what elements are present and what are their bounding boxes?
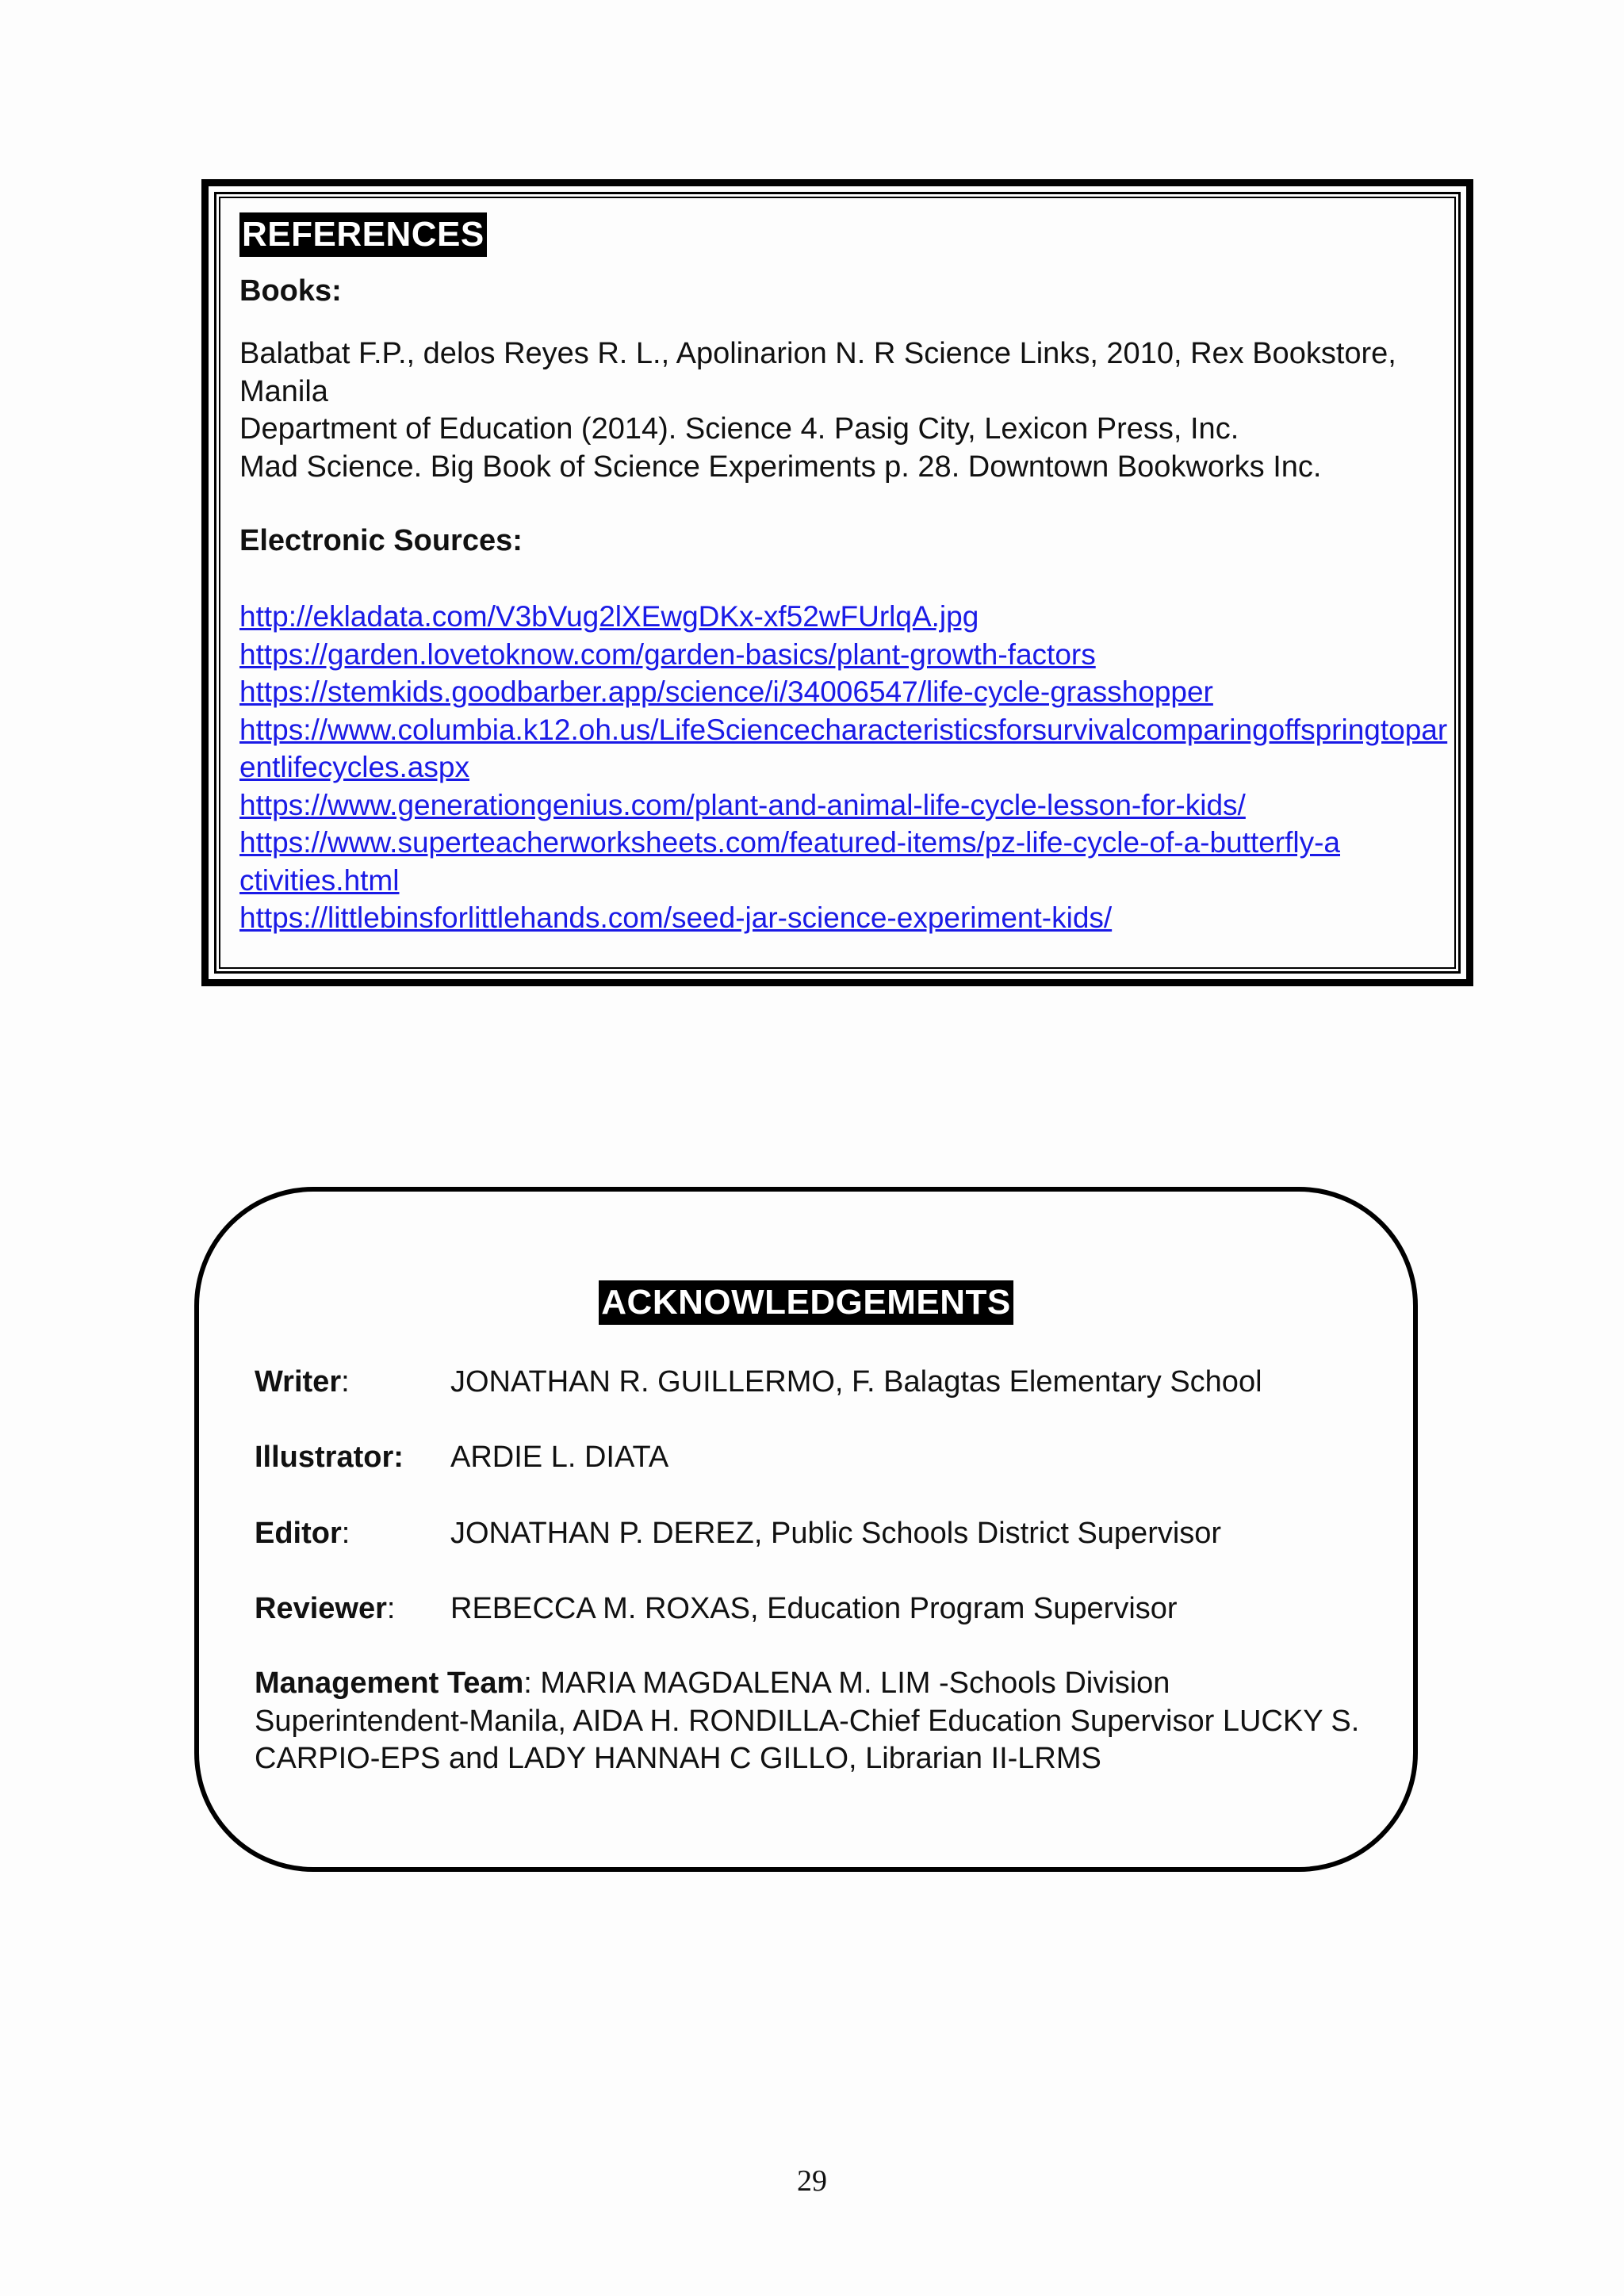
management-team: Management Team: MARIA MAGDALENA M. LIM -Schools Division Superintendent-Manila, AIDA H. RONDILLA-Chief Education Supervisor LUCKY S. CARPIO-EPS and LADY HANNAH C GILLO, Librarian II-LRMS [255, 1667, 1360, 1775]
illustrator-label: Illustrator: [255, 1441, 404, 1474]
reviewer-row [255, 1590, 1178, 1628]
editor-label: Editor [255, 1517, 342, 1550]
book-reference: Department of Education (2014). Science 4. Pasig City, Lexicon Press, Inc. [239, 412, 1239, 446]
writer-label-wrap: Writer: [255, 1365, 350, 1399]
acknowledgements-title-wrap [199, 1280, 1413, 1325]
editor-row [255, 1515, 1221, 1552]
books-heading: Books: [239, 274, 342, 308]
page-number: 29 [797, 2164, 827, 2198]
source-link[interactable]: https://littlebinsforlittlehands.com/seed-jar-science-experiment-kids/ [239, 901, 1113, 934]
reviewer-value: REBECCA M. ROXAS, Education Program Supervisor [450, 1592, 1178, 1625]
management-value: MARIA MAGDALENA M. LIM -Schools Division Superintendent-Manila, AIDA H. RONDILLA-Chief Education Supervisor LUCKY S. CARPIO-EPS and LADY HANNAH C GILLO, Librarian II-LRMS [255, 1667, 1360, 1775]
illustrator-row [255, 1439, 668, 1476]
electronic-sources-list [239, 598, 1453, 937]
references-box [201, 179, 1473, 986]
book-reference: Mad Science. Big Book of Science Experiments p. 28. Downtown Bookworks Inc. [239, 450, 1322, 484]
writer-row [255, 1364, 1262, 1401]
electronic-sources-heading: Electronic Sources: [239, 524, 523, 557]
writer-label: Writer [255, 1365, 342, 1399]
source-link[interactable]: https://garden.lovetoknow.com/garden-basics/plant-growth-factors [239, 637, 1096, 671]
references-border-inner [214, 192, 1461, 974]
acknowledgements-title: ACKNOWLEDGEMENTS [599, 1280, 1013, 1325]
management-label: Management Team [255, 1667, 524, 1700]
editor-value: JONATHAN P. DEREZ, Public Schools District Supervisor [450, 1517, 1222, 1550]
illustrator-label-wrap [255, 1439, 450, 1476]
references-content [219, 197, 1456, 969]
source-link[interactable]: http://ekladata.com/V3bVug2lXEwgDKx-xf52wFUrlqA.jpg [239, 600, 979, 633]
source-link[interactable]: https://stemkids.goodbarber.app/science/i/34006547/life-cycle-grasshopper [239, 675, 1213, 708]
source-link[interactable]: https://www.columbia.k12.oh.us/LifeSciencecharacteristicsforsurvivalcomparingoffspringtoparentlifecycles.aspx [239, 713, 1448, 783]
reviewer-label: Reviewer [255, 1592, 387, 1625]
illustrator-value: ARDIE L. DIATA [450, 1441, 669, 1474]
reviewer-label-wrap: Reviewer: [255, 1592, 396, 1625]
editor-label-wrap: Editor: [255, 1517, 350, 1550]
writer-value: JONATHAN R. GUILLERMO, F. Balagtas Elementary School [450, 1365, 1262, 1399]
book-reference: Balatbat F.P., delos Reyes R. L., Apolinarion N. R Science Links, 2010, Rex Bookstore, Manila [239, 337, 1396, 408]
acknowledgements-box [194, 1187, 1418, 1872]
references-title: REFERENCES [239, 212, 487, 257]
source-link[interactable]: https://www.generationgenius.com/plant-and-animal-life-cycle-lesson-for-kids/ [239, 788, 1246, 821]
source-link[interactable]: https://www.superteacherworksheets.com/featured-items/pz-life-cycle-of-a-butterfly-activities.html [239, 826, 1341, 897]
